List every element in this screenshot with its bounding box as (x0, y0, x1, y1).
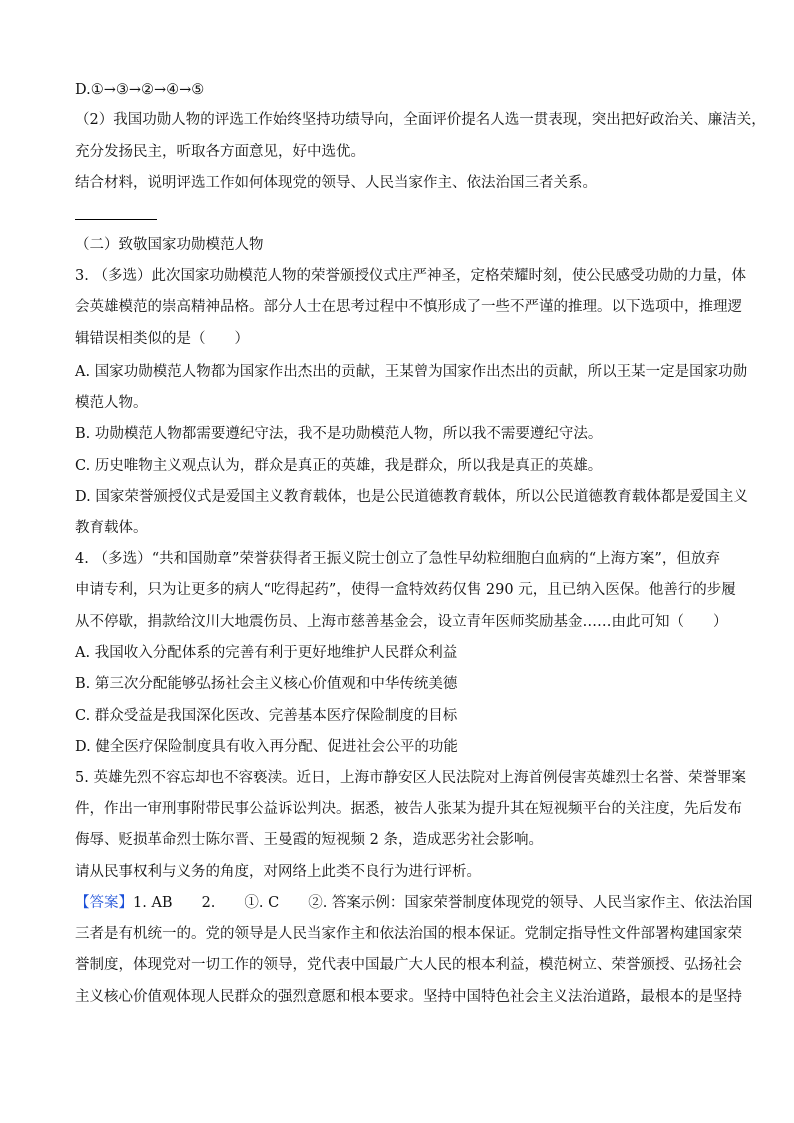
question-3-stem: 3. （多选）此次国家功勋模范人物的荣誉颁授仪式庄严神圣，定格荣耀时刻，使公民感受功勋的力量，体 (75, 268, 746, 284)
question-3-stem: 辑错误相类似的是（ ） (75, 331, 249, 347)
answer-text: 誉制度，体现党对一切工作的领导，党代表中国最广大人民的根本利益，模范树立、荣誉颁授、弘扬社会 (75, 957, 742, 973)
section-heading: （二）致敬国家功勋模范人物 (75, 237, 264, 253)
question-3-stem: 会英雄模范的崇高精神品格。部分人士在思考过程中不慎形成了一些不严谨的推理。以下选项中，推理逻 (75, 299, 742, 315)
subquestion-2-text: （2）我国功勋人物的评选工作始终坚持功绩导向，全面评价提名人选一贯表现，突出把好政治关、廉洁关， (75, 112, 766, 128)
question-4-option-c: C. 群众受益是我国深化医改、完善基本医疗保险制度的目标 (75, 708, 458, 724)
question-5-stem: 侮辱、贬损革命烈士陈尔晋、王曼霞的短视频 2 条，造成恶劣社会影响。 (75, 832, 543, 848)
question-3-option-a: A. 国家功勋模范人物都为国家作出杰出的贡献，王某曾为国家作出杰出的贡献，所以王某一定是国家功勋 (75, 364, 748, 380)
question-3-option-d: 教育载体。 (75, 520, 148, 536)
question-3-option-c: C. 历史唯物主义观点认为，群众是真正的英雄，我是群众，所以我是真正的英雄。 (75, 458, 603, 474)
question-4-stem: 从不停歇，捐款给汶川大地震伤员、上海市慈善基金会，设立青年医师奖励基金……由此可知（ ） (75, 614, 728, 630)
question-5-stem: 5. 英雄先烈不容忘却也不容亵渎。近日，上海市静安区人民法院对上海首例侵害英雄烈士名誉、荣誉罪案 (75, 770, 746, 786)
answer-text: 三者是有机统一的。党的领导是人民当家作主和依法治国的根本保证。党制定指导性文件部署构建国家荣 (75, 926, 742, 942)
question-4-option-b: B. 第三次分配能够弘扬社会主义核心价值观和中华传统美德 (75, 676, 458, 692)
answer-tag: 【答案】 (75, 895, 133, 911)
question-3-option-a: 模范人物。 (75, 395, 148, 411)
question-3-option-b: B. 功勋模范人物都需要遵纪守法，我不是功勋模范人物，所以我不需要遵纪守法。 (75, 426, 603, 442)
option-d-sequence: D.①→③→②→④→⑤ (75, 82, 205, 98)
answer-blank-line (75, 219, 157, 220)
answer-line (75, 893, 753, 913)
question-4-stem: 4. （多选）“共和国勋章”荣誉获得者王振义院士创立了急性早幼粒细胞白血病的“上海方案”，但放弃 (75, 551, 720, 567)
question-3-option-d: D. 国家荣誉颁授仪式是爱国主义教育载体，也是公民道德教育载体，所以公民道德教育载体都是爱国主义 (75, 489, 748, 505)
answer-text: 主义核心价值观体现人民群众的强烈意愿和根本要求。坚持中国特色社会主义法治道路，最根本的是坚持 (75, 989, 742, 1005)
question-4-stem: 申请专利，只为让更多的病人“吃得起药”，使得一盒特效药仅售 290 元，且已纳入医保。他善行的步履 (75, 582, 736, 598)
question-5-stem: 件，作出一审刑事附带民事公益诉讼判决。据悉，被告人张某为提升其在短视频平台的关注度，先后发布 (75, 801, 742, 817)
subquestion-2-prompt: 结合材料，说明评选工作如何体现党的领导、人民当家作主、依法治国三者关系。 (75, 175, 597, 191)
answer-text: 1. AB 2. ①. C ②. 答案示例：国家荣誉制度体现党的领导、人民当家作主、依法治国 (133, 895, 753, 911)
question-5-prompt: 请从民事权利与义务的角度，对网络上此类不良行为进行评析。 (75, 864, 481, 880)
subquestion-2-text: 充分发扬民主，听取各方面意见，好中选优。 (75, 144, 365, 160)
question-4-option-a: A. 我国收入分配体系的完善有利于更好地维护人民群众利益 (75, 645, 458, 661)
question-4-option-d: D. 健全医疗保险制度具有收入再分配、促进社会公平的功能 (75, 739, 458, 755)
